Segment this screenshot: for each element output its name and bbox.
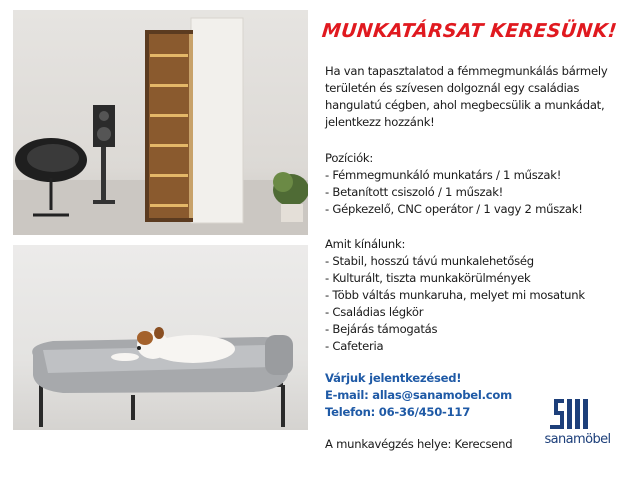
intro-line: hangulatú cégben, ahol megbecsülik a munkádat, <box>325 98 605 112</box>
position-item: - Betanított csiszoló / 1 műszak! <box>325 185 504 199</box>
offer-item: - Több váltás munkaruha, melyet mi mosatunk <box>325 288 585 302</box>
positions-section <box>325 150 625 218</box>
intro-line: Ha van tapasztalatod a fémmegmunkálás bármely <box>325 64 608 78</box>
intro-line: jelentkezz hozzánk! <box>325 115 435 129</box>
intro-paragraph <box>325 63 625 131</box>
offer-item: - Családias légkör <box>325 305 424 319</box>
position-item: - Fémmegmunkáló munkatárs / 1 műszak! <box>325 168 562 182</box>
intro-line: területén és szívesen dolgoznál egy családias <box>325 81 580 95</box>
offer-item: - Bejárás támogatás <box>325 322 438 336</box>
position-item: - Gépkezelő, CNC operátor / 1 vagy 2 műszak! <box>325 202 583 216</box>
offers-section <box>325 236 625 355</box>
logo-text: sanamöbel <box>544 432 611 447</box>
contact-cta: Várjuk jelentkezésed! <box>325 371 462 385</box>
dog-bed-photo <box>13 245 308 430</box>
contact-email[interactable]: E-mail: allas@sanamobel.com <box>325 388 512 402</box>
offers-heading: Amit kínálunk: <box>325 237 406 251</box>
contact-phone[interactable]: Telefon: 06-36/450-117 <box>325 405 471 419</box>
company-logo <box>540 395 615 450</box>
positions-heading: Pozíciók: <box>325 151 374 165</box>
offer-item: - Stabil, hosszú távú munkalehetőség <box>325 254 534 268</box>
logo-mark-icon <box>540 395 615 433</box>
cabinet-photo <box>13 10 308 235</box>
workplace-location: A munkavégzés helye: Kerecsend <box>325 437 513 451</box>
offer-item: - Cafeteria <box>325 339 384 353</box>
headline: MUNKATÁRSAT KERESÜNK! <box>320 20 618 42</box>
offer-item: - Kulturált, tiszta munkakörülmények <box>325 271 531 285</box>
